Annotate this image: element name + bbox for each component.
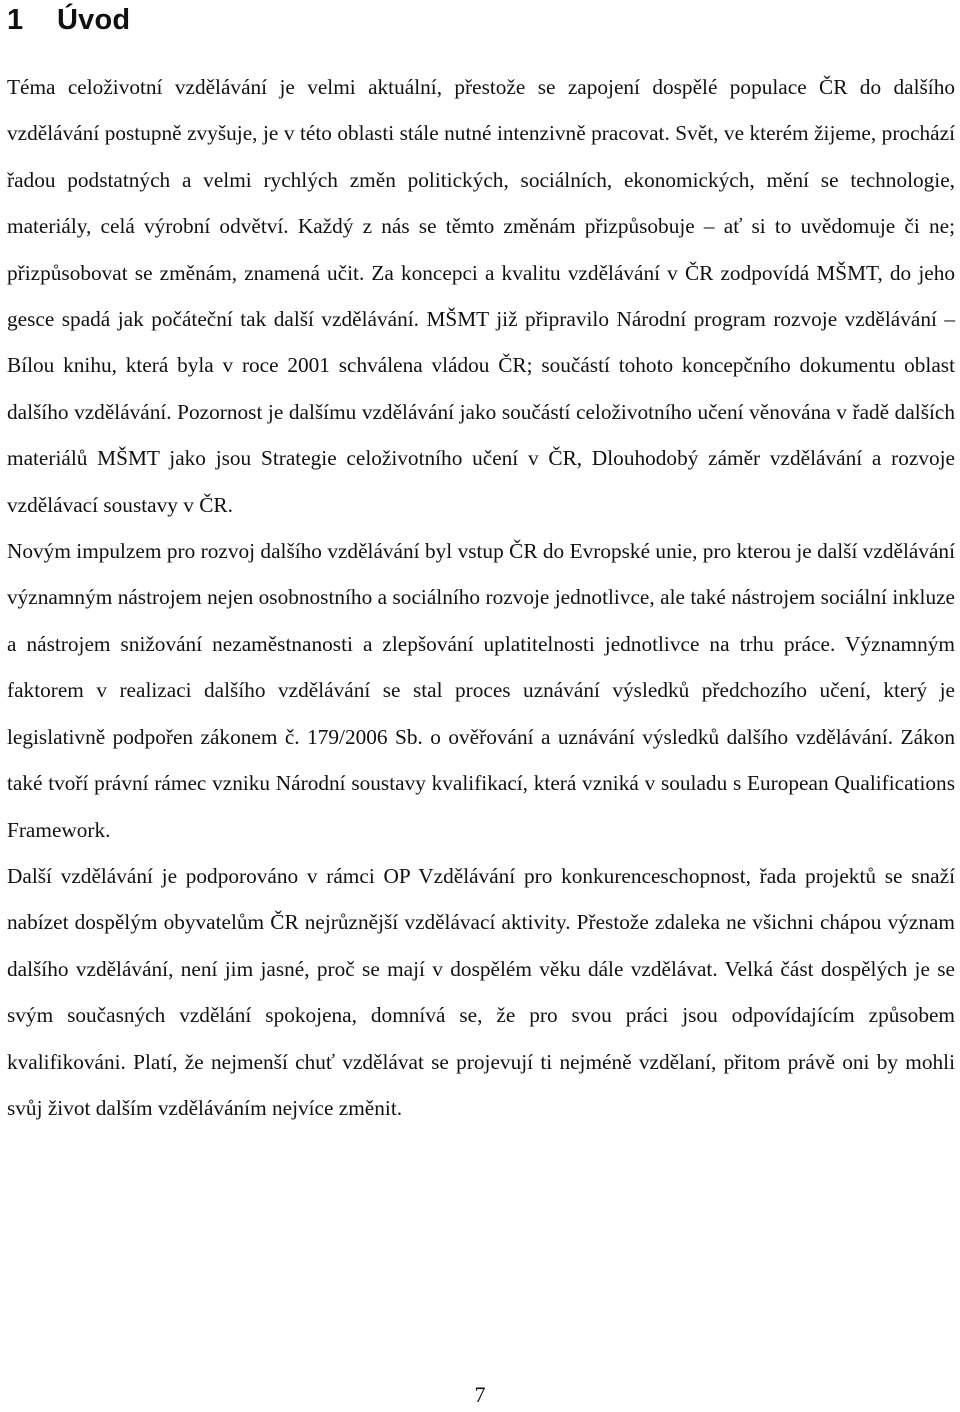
chapter-title: Úvod [57,4,131,36]
paragraph-3: Další vzdělávání je podporováno v rámci OP Vzdělávání pro konkurenceschopnost, řada projektů se snaží nabízet dospělým obyvatelům ČR nejrůznější vzdělávací aktivity. Přestože zdaleka ne všichni chápou význam dalšího vzdělávání, není jim jasné, proč se mají v dospělém věku dále vzdělávat. Velká část dospělých je se svým současných vzdělání spokojena, domnívá se, že pro svou práci jsou odpovídajícím způsobem kvalifikováni. Platí, že nejmenší chuť vzdělávat se projevují ti nejméně vzdělaní, přitom právě oni by mohli svůj život dalším vzděláváním nejvíce změnit. [7,863,955,1120]
document-page [7,0,955,1131]
body-text [7,64,955,1131]
paragraph-2: Novým impulzem pro rozvoj dalšího vzdělávání byl vstup ČR do Evropské unie, pro kterou je další vzdělávání významným nástrojem nejen osobnostního a sociálního rozvoje jednotlivce, ale také nástrojem sociální inkluze a nástrojem snižování nezaměstnanosti a zlepšování uplatitelnosti jednotlivce na trhu práce. Významným faktorem v realizaci dalšího vzdělávání se stal proces uznávání výsledků předchozího učení, který je legislativně podpořen zákonem č. 179/2006 Sb. o ověřování a uznávání výsledků dalšího vzdělávání. Zákon také tvoří právní rámec vzniku Národní soustavy kvalifikací, která vzniká v souladu s European Qualifications Framework. [7,539,955,842]
page-number: 7 [474,1382,486,1407]
chapter-heading [7,0,955,40]
paragraph-1: Téma celoživotní vzdělávání je velmi aktuální, přestože se zapojení dospělé populace ČR do dalšího vzdělávání postupně zvyšuje, je v této oblasti stále nutné intenzivně pracovat. Svět, ve kterém žijeme, prochází řadou podstatných a velmi rychlých změn politických, sociálních, ekonomických, mění se technologie, materiály, celá výrobní odvětví. Každý z nás se těmto změnám přizpůsobuje – ať si to uvědomuje či ne; přizpůsobovat se změnám, znamená učit. Za koncepci a kvalitu vzdělávání v ČR zodpovídá MŠMT, do jeho gesce spadá jak počáteční tak další vzdělávání. MŠMT již připravilo Národní program rozvoje vzdělávání – Bílou knihu, která byla v roce 2001 schválena vládou ČR; součástí tohoto koncepčního dokumentu oblast dalšího vzdělávání. Pozornost je dalšímu vzdělávání jako součástí celoživotního učení věnována v řadě dalších materiálů MŠMT jako jsou Strategie celoživotního učení v ČR, Dlouhodobý záměr vzdělávání a rozvoje vzdělávací soustavy v ČR. [7,75,955,517]
chapter-number: 1 [7,4,24,36]
